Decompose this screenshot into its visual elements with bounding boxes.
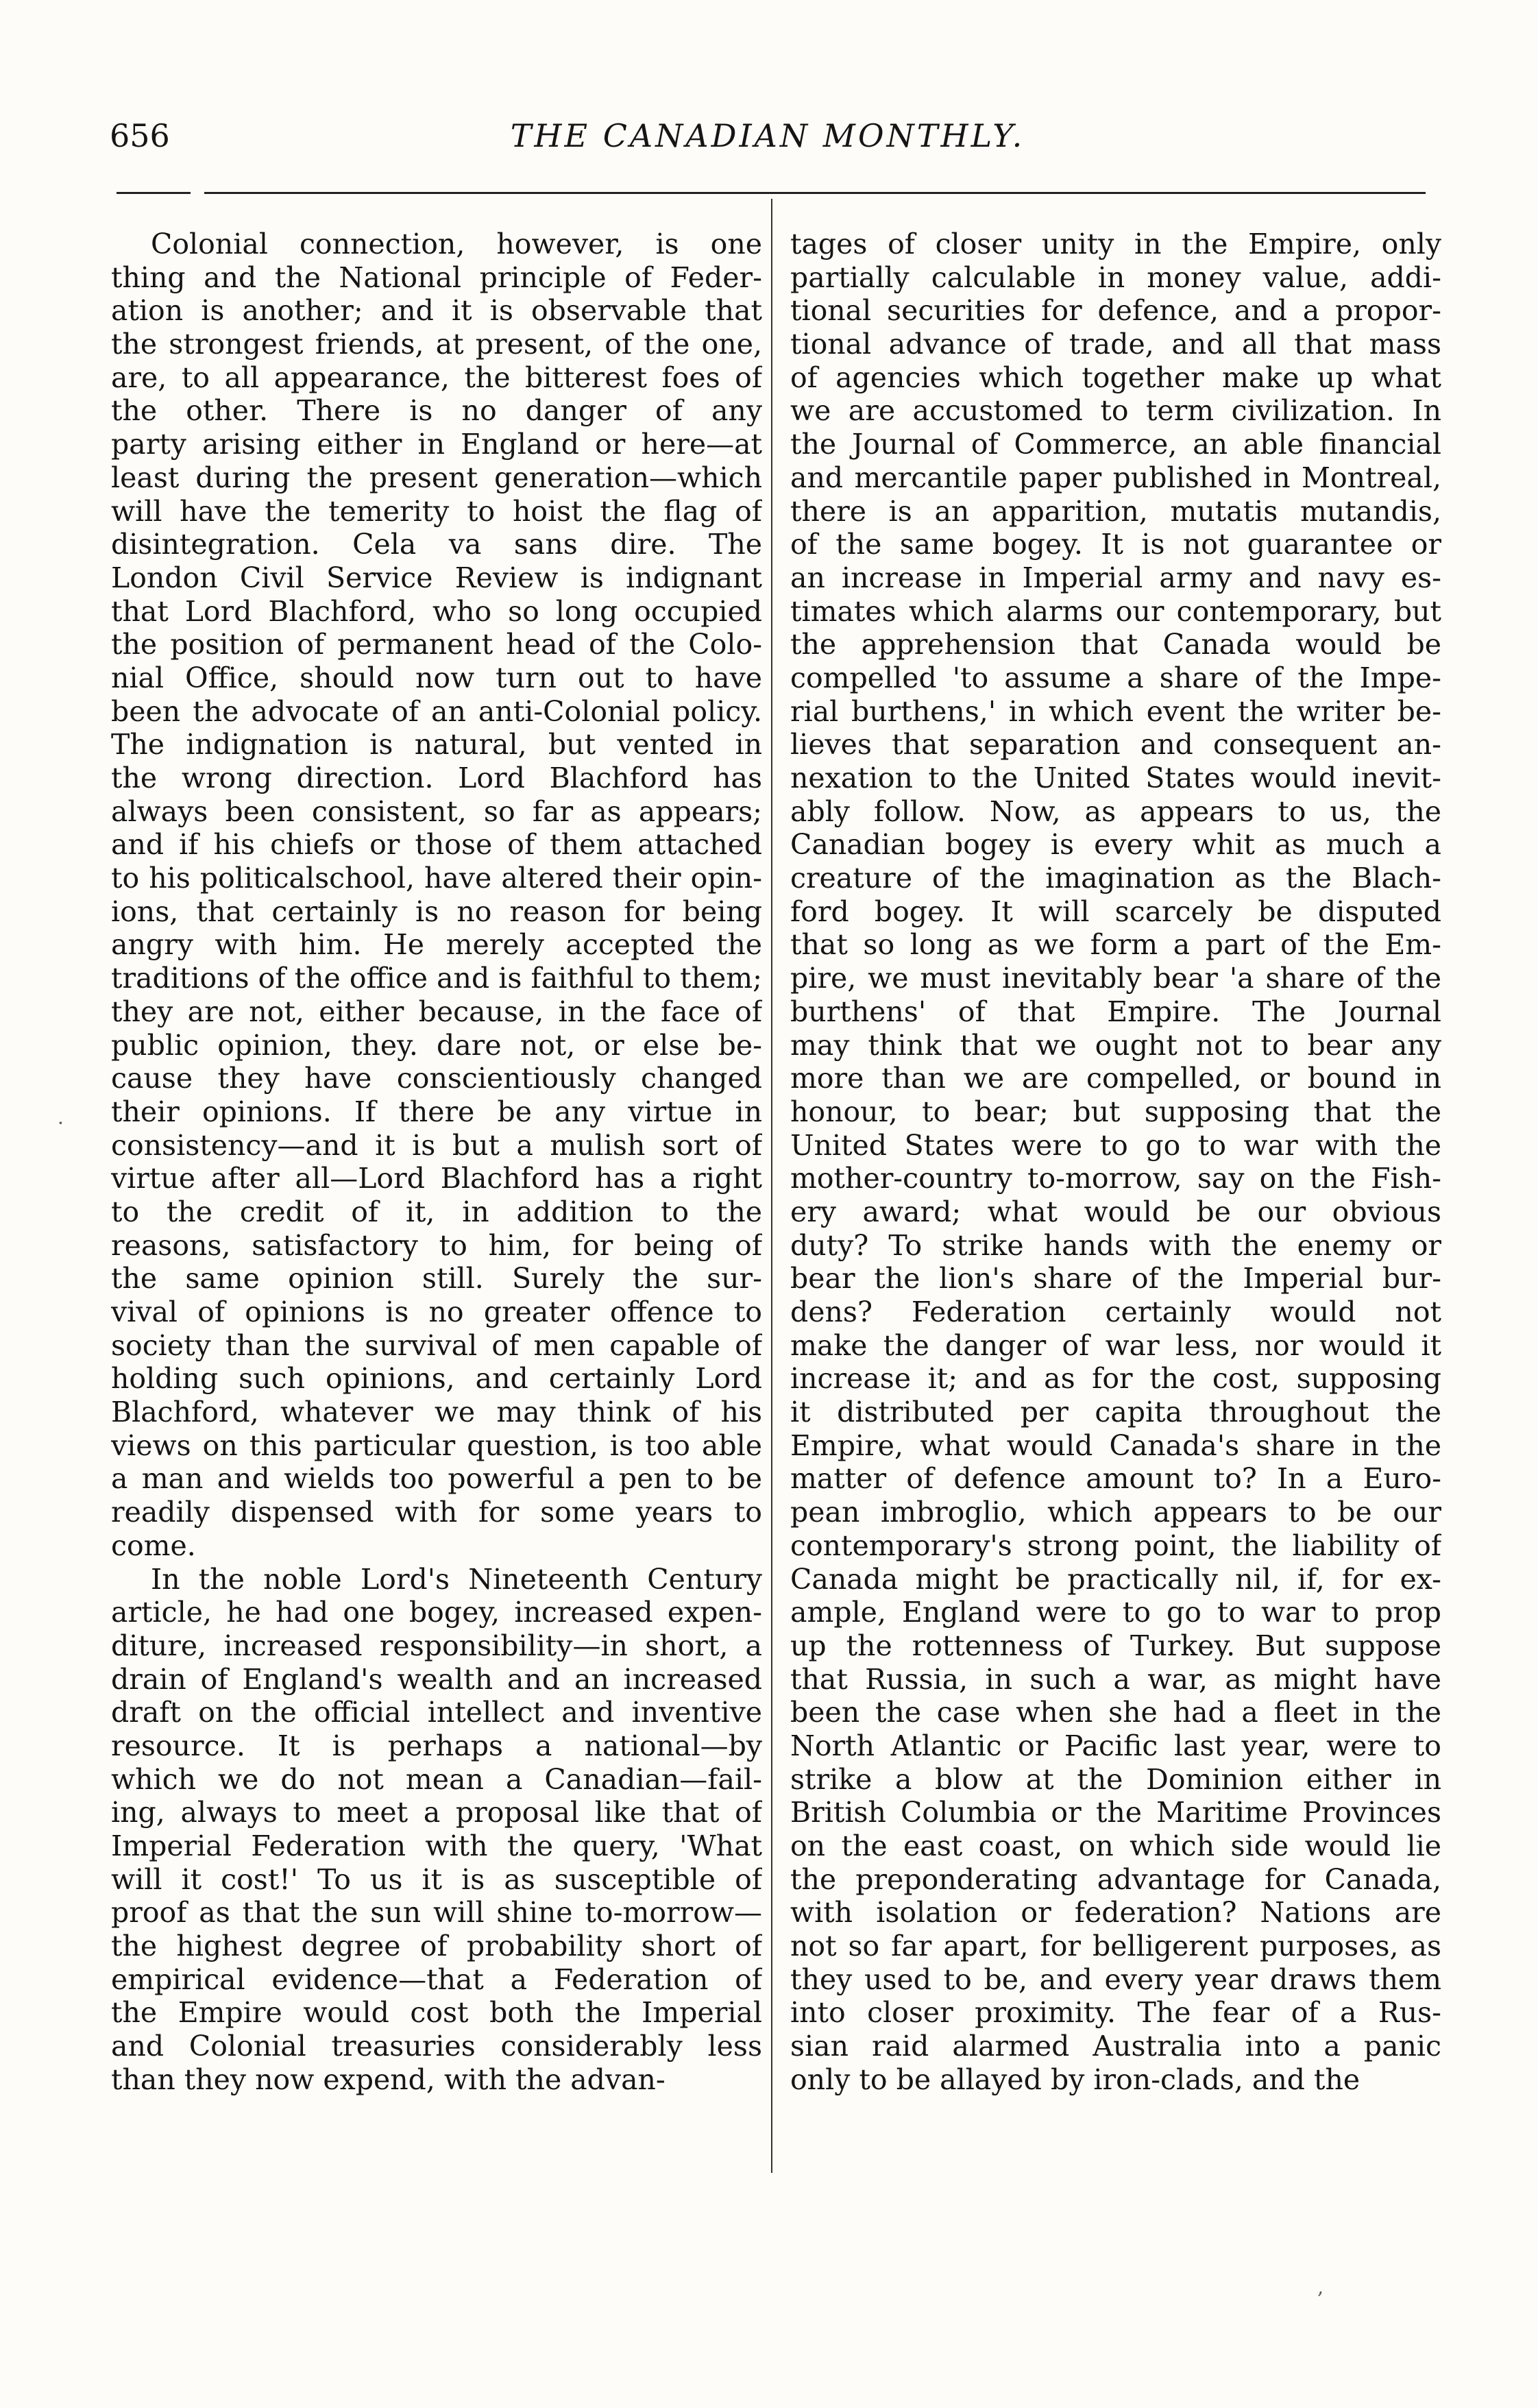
text-line: compelled 'to assume a share of the Impe-: [790, 661, 1441, 694]
text-line: are, to all appearance, the bitterest foes of: [111, 361, 762, 394]
text-line: ample, England were to go to war to prop: [790, 1596, 1441, 1629]
text-line: the preponderating advantage for Canada,: [790, 1862, 1441, 1896]
text-line: tional advance of trade, and all that mass: [790, 328, 1441, 361]
text-line: than they now expend, with the advan-: [111, 2063, 666, 2096]
text-line: and mercantile paper published in Montreal,: [790, 461, 1441, 494]
text-line: the strongest friends, at present, of the one,: [111, 328, 762, 361]
text-line: the position of permanent head of the Colo-: [111, 628, 762, 661]
text-line: readily dispensed with for some years to: [111, 1496, 762, 1529]
text-line: the same opinion still. Surely the sur-: [111, 1262, 762, 1296]
text-line: the Empire would cost both the Imperial: [111, 1996, 762, 2030]
text-line: Imperial Federation with the query, 'What: [111, 1829, 762, 1862]
text-line: always been consistent, so far as appears;: [111, 794, 762, 828]
text-line: virtue after all—Lord Blachford has a right: [111, 1162, 762, 1195]
text-line: burthens' of that Empire. The Journal: [790, 995, 1441, 1028]
text-line: up the rottenness of Turkey. But suppose: [790, 1629, 1441, 1662]
text-line: ions, that certainly is no reason for being: [111, 895, 762, 928]
left-column: [111, 228, 762, 2250]
text-line: holding such opinions, and certainly Lord: [111, 1362, 762, 1396]
text-line: tages of closer unity in the Empire, only: [790, 228, 1441, 260]
page-number: 656: [110, 117, 170, 154]
text-line: public opinion, they. dare not, or else be-: [111, 1028, 762, 1062]
text-line: the wrong direction. Lord Blachford has: [111, 762, 762, 794]
text-line: on the east coast, on which side would lie: [790, 1829, 1441, 1862]
text-line: partially calculable in money value, addi-: [790, 260, 1441, 294]
text-line: that Lord Blachford, who so long occupied: [111, 594, 762, 628]
margin-mark: ·: [58, 1112, 64, 1134]
text-line: which we do not mean a Canadian—fail-: [111, 1762, 762, 1796]
right-column: [790, 228, 1441, 2250]
text-line: angry with him. He merely accepted the: [111, 928, 762, 962]
text-line: been the case when she had a fleet in the: [790, 1696, 1441, 1729]
text-line: will have the temerity to hoist the flag of: [111, 494, 762, 528]
text-line: timates which alarms our contemporary, but: [790, 594, 1441, 628]
text-line: society than the survival of men capable of: [111, 1328, 762, 1362]
header-rule-short: [117, 192, 191, 194]
text-line: of the same bogey. It is not guarantee or: [790, 528, 1441, 561]
text-line: into closer proximity. The fear of a Rus-: [790, 1996, 1441, 2030]
text-line: Empire, what would Canada's share in the: [790, 1428, 1441, 1462]
text-line: ery award; what would be our obvious: [790, 1195, 1441, 1228]
text-line: ably follow. Now, as appears to us, the: [790, 794, 1441, 828]
text-line: resource. It is perhaps a national—by: [111, 1729, 762, 1762]
text-line: only to be allayed by iron-clads, and the: [790, 2063, 1360, 2096]
text-line: bear the lion's share of the Imperial bur-: [790, 1262, 1441, 1296]
text-line: draft on the official intellect and inventive: [111, 1696, 762, 1729]
text-line: London Civil Service Review is indignant: [111, 561, 762, 594]
text-line: that Russia, in such a war, as might have: [790, 1662, 1441, 1696]
text-line: it distributed per capita throughout the: [790, 1396, 1441, 1429]
text-line: of agencies which together make up what: [790, 361, 1441, 394]
text-line: tional securities for defence, and a propor-: [790, 294, 1441, 328]
text-line: been the advocate of an anti-Colonial policy.: [111, 694, 762, 728]
text-line: mother-country to-morrow, say on the Fish-: [790, 1162, 1441, 1195]
text-line: traditions of the office and is faithful to them;: [111, 962, 762, 995]
text-line: pean imbroglio, which appears to be our: [790, 1496, 1441, 1529]
column-divider: [771, 199, 772, 2173]
margin-mark: ‚: [1317, 2276, 1323, 2298]
text-line: they used to be, and every year draws them: [790, 1962, 1441, 1996]
text-line: make the danger of war less, nor would it: [790, 1328, 1441, 1362]
text-line: party arising either in England or here—at: [111, 428, 762, 461]
text-line: dens? Federation certainly would not: [790, 1296, 1441, 1328]
text-line: Blachford, whatever we may think of his: [111, 1396, 762, 1429]
text-line: Colonial connection, however, is one: [151, 228, 762, 260]
text-line: with isolation or federation? Nations are: [790, 1896, 1441, 1930]
text-line: we are accustomed to term civilization. In: [790, 394, 1441, 428]
text-line: sian raid alarmed Australia into a panic: [790, 2030, 1441, 2063]
text-line: increase it; and as for the cost, supposing: [790, 1362, 1441, 1396]
text-line: drain of England's wealth and an increased: [111, 1662, 762, 1696]
text-line: ing, always to meet a proposal like that of: [111, 1796, 762, 1829]
text-line: disintegration. Cela va sans dire. The: [111, 528, 762, 561]
text-line: Canadian bogey is every whit as much a: [790, 828, 1441, 862]
text-line: may think that we ought not to bear any: [790, 1028, 1441, 1062]
running-head: [110, 115, 1426, 165]
text-line: United States were to go to war with the: [790, 1128, 1441, 1162]
text-line: and Colonial treasuries considerably less: [111, 2030, 762, 2063]
text-line: a man and wields too powerful a pen to be: [111, 1462, 762, 1496]
text-line: proof as that the sun will shine to-morrow—: [111, 1896, 762, 1930]
text-line: ford bogey. It will scarcely be disputed: [790, 895, 1441, 928]
text-line: come.: [111, 1529, 196, 1562]
text-line: diture, increased responsibility—in short, a: [111, 1629, 762, 1662]
text-line: not so far apart, for belligerent purposes, as: [790, 1930, 1441, 1963]
text-line: they are not, either because, in the face of: [111, 995, 762, 1028]
text-line: the other. There is no danger of any: [111, 394, 762, 428]
text-line: rial burthens,' in which event the writer be-: [790, 694, 1441, 728]
text-line: will it cost!' To us it is as susceptible of: [111, 1862, 762, 1896]
text-line: creature of the imagination as the Blach-: [790, 862, 1441, 895]
text-line: pire, we must inevitably bear 'a share of the: [790, 962, 1441, 995]
text-line: least during the present generation—which: [111, 461, 762, 494]
text-line: more than we are compelled, or bound in: [790, 1062, 1441, 1095]
header-rule-long: [204, 192, 1426, 194]
text-line: the Journal of Commerce, an able financial: [790, 428, 1441, 461]
text-line: to his politicalschool, have altered their opin-: [111, 862, 762, 895]
text-line: Canada might be practically nil, if, for ex-: [790, 1562, 1441, 1596]
text-line: North Atlantic or Pacific last year, were to: [790, 1729, 1441, 1762]
text-line: empirical evidence—that a Federation of: [111, 1962, 762, 1996]
text-line: strike a blow at the Dominion either in: [790, 1762, 1441, 1796]
text-line: nexation to the United States would inevit-: [790, 762, 1441, 794]
text-line: contemporary's strong point, the liability of: [790, 1529, 1441, 1562]
text-line: to the credit of it, in addition to the: [111, 1195, 762, 1228]
text-line: In the noble Lord's Nineteenth Century: [151, 1562, 762, 1596]
text-line: vival of opinions is no greater offence to: [111, 1296, 762, 1328]
text-line: an increase in Imperial army and navy es-: [790, 561, 1441, 594]
text-line: the apprehension that Canada would be: [790, 628, 1441, 661]
text-line: views on this particular question, is too able: [111, 1428, 762, 1462]
text-line: nial Office, should now turn out to have: [111, 661, 762, 694]
text-line: consistency—and it is but a mulish sort of: [111, 1128, 762, 1162]
journal-title: THE CANADIAN MONTHLY.: [510, 117, 1025, 154]
text-line: that so long as we form a part of the Em-: [790, 928, 1441, 962]
text-line: there is an apparition, mutatis mutandis,: [790, 494, 1441, 528]
text-line: cause they have conscientiously changed: [111, 1062, 762, 1095]
text-line: duty? To strike hands with the enemy or: [790, 1228, 1441, 1262]
text-line: the highest degree of probability short of: [111, 1930, 762, 1963]
text-line: British Columbia or the Maritime Provinces: [790, 1796, 1441, 1829]
text-line: honour, to bear; but supposing that the: [790, 1095, 1441, 1128]
text-line: The indignation is natural, but vented in: [111, 728, 762, 762]
text-line: thing and the National principle of Feder-: [111, 260, 762, 294]
text-line: their opinions. If there be any virtue in: [111, 1095, 762, 1128]
text-line: reasons, satisfactory to him, for being of: [111, 1228, 762, 1262]
text-line: article, he had one bogey, increased expen-: [111, 1596, 762, 1629]
text-line: matter of defence amount to? In a Euro-: [790, 1462, 1441, 1496]
text-line: and if his chiefs or those of them attached: [111, 828, 762, 862]
text-line: lieves that separation and consequent an-: [790, 728, 1441, 762]
text-line: ation is another; and it is observable that: [111, 294, 762, 328]
